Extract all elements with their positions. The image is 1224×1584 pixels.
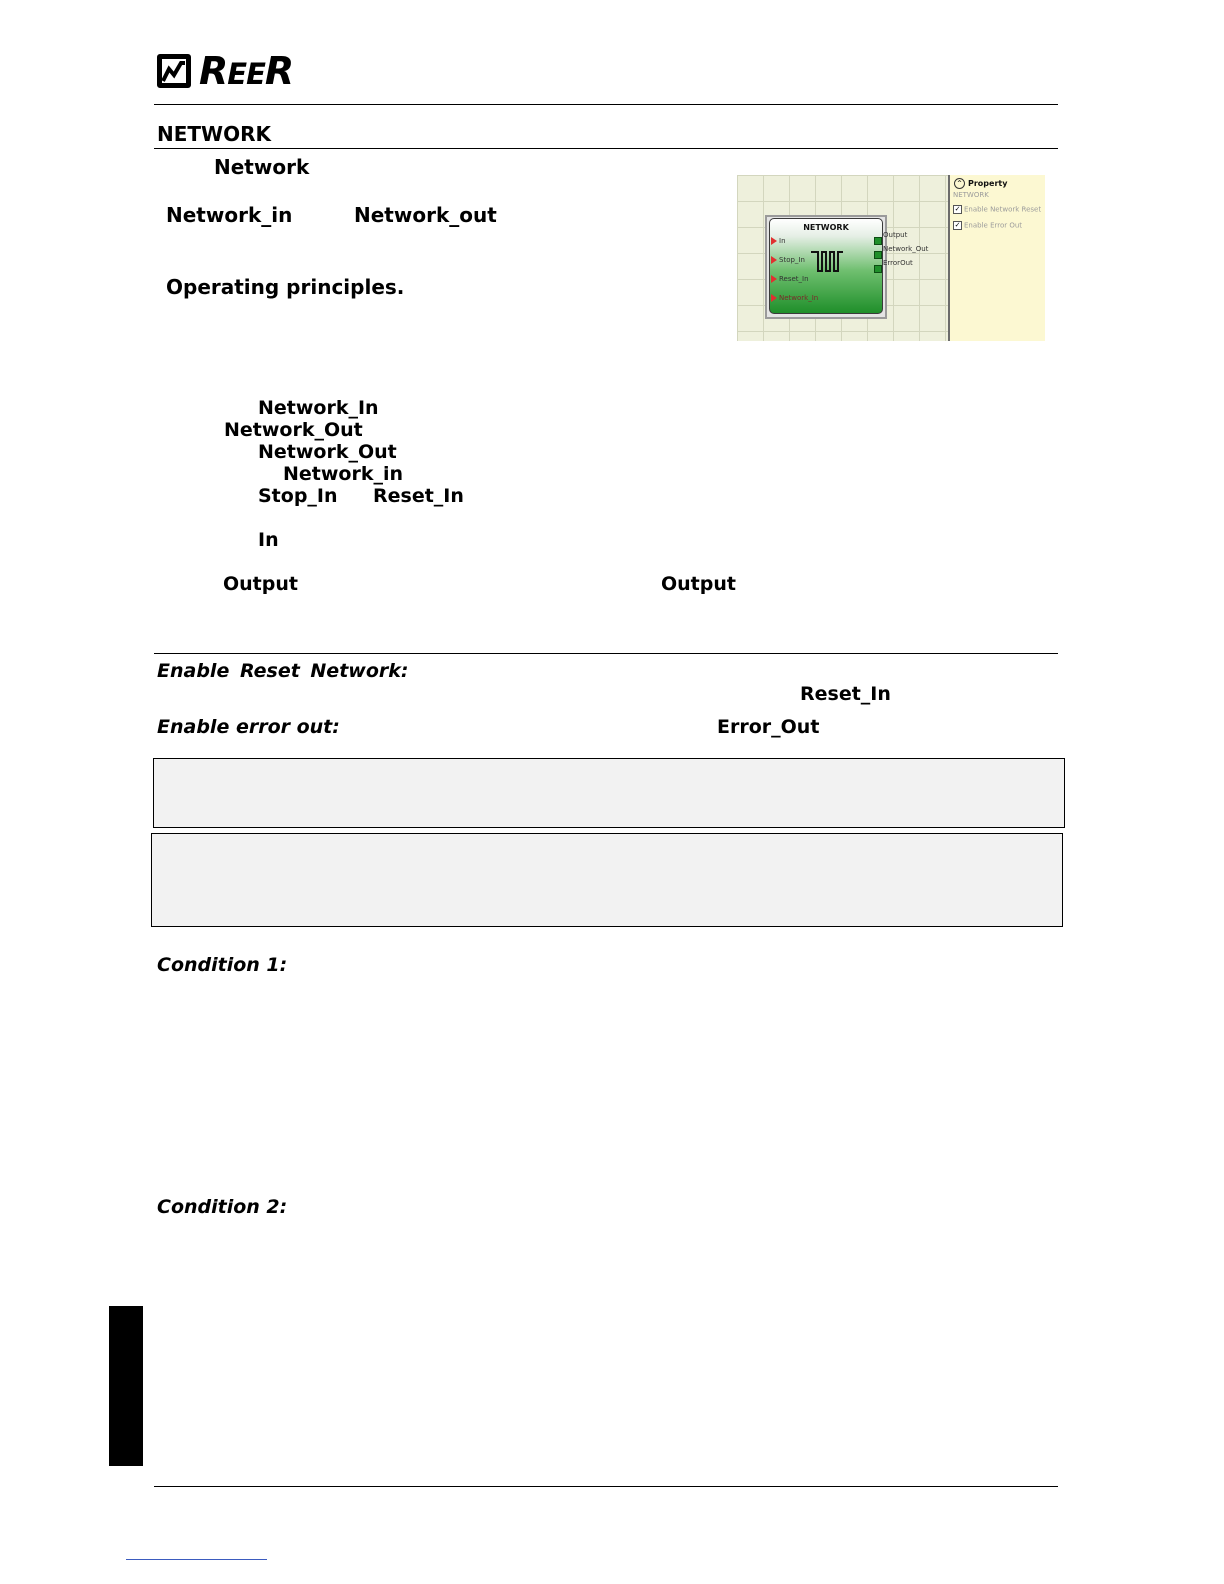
condition-1-heading: Condition 1: xyxy=(157,954,288,976)
header-rule xyxy=(154,104,1058,105)
term-output: Output xyxy=(223,573,298,595)
property-item-label: Enable Error Out xyxy=(964,221,1023,230)
output-pin-label: ErrorOut xyxy=(883,259,913,267)
output-pin-square-icon xyxy=(874,251,882,259)
network-out-term: Network_out xyxy=(354,203,497,227)
input-pin-arrow-icon xyxy=(771,294,777,302)
operating-principles-heading: Operating principles. xyxy=(166,275,405,299)
param-enable-error-out: Enable error out: xyxy=(157,716,340,738)
input-pin-label: Reset_In xyxy=(779,275,809,283)
property-item-enable-error-out[interactable] xyxy=(953,221,1022,230)
input-pin-arrow-icon xyxy=(771,275,777,283)
input-pin-label: Network_In xyxy=(779,294,819,302)
condition-2-heading: Condition 2: xyxy=(157,1196,288,1218)
property-subtitle: NETWORK xyxy=(953,191,989,199)
output-pin-square-icon xyxy=(874,237,882,245)
term-network-in: Network_In xyxy=(258,397,379,419)
section-title: NETWORK xyxy=(157,122,272,146)
property-item-enable-network-reset[interactable] xyxy=(953,205,1041,214)
parameters-rule xyxy=(154,653,1058,654)
output-pin-square-icon xyxy=(874,265,882,273)
block-title: NETWORK xyxy=(803,223,849,232)
input-pin-arrow-icon xyxy=(771,256,777,264)
param-enable-reset-network: Enable Reset Network: xyxy=(157,660,409,682)
term-network-in: Network_in xyxy=(283,463,404,485)
pulse-wave-icon xyxy=(810,249,844,273)
note-box xyxy=(151,833,1063,927)
term-network-out: Network_Out xyxy=(258,441,397,463)
term-stop-in: Stop_In xyxy=(258,485,338,507)
checkbox-checked-icon[interactable]: ✓ xyxy=(954,221,961,229)
output-pin-label: Output xyxy=(883,231,908,239)
reer-logo xyxy=(157,49,297,93)
section-rule xyxy=(154,148,1058,149)
term-in: In xyxy=(258,529,279,551)
input-pin-label: In xyxy=(779,237,786,245)
network-in-term: Network_in xyxy=(166,203,293,227)
network-term: Network xyxy=(214,155,310,179)
term-output: Output xyxy=(661,573,736,595)
term-network-out: Network_Out xyxy=(224,419,363,441)
input-pin-arrow-icon xyxy=(771,237,777,245)
output-pin-label: Network_Out xyxy=(883,245,929,253)
property-panel-title xyxy=(954,178,1007,189)
side-thumb-tab xyxy=(109,1306,143,1466)
reer-logo-mark-icon xyxy=(157,54,191,88)
footer-link-underline[interactable] xyxy=(126,1559,267,1560)
term-reset-in: Reset_In xyxy=(373,485,464,507)
footer-rule xyxy=(154,1486,1058,1487)
property-panel xyxy=(948,175,1045,341)
term-error-out: Error_Out xyxy=(717,716,820,738)
checkbox-checked-icon[interactable]: ✓ xyxy=(954,205,961,213)
term-reset-in: Reset_In xyxy=(800,683,891,705)
input-pin-label: Stop_In xyxy=(779,256,805,264)
logo-text: REER xyxy=(199,49,294,93)
property-item-label: Enable Network Reset xyxy=(964,205,1042,214)
note-box xyxy=(153,758,1065,828)
network-block-screenshot xyxy=(737,175,1045,341)
property-title-text: Property xyxy=(968,179,1008,188)
collapse-chevron-icon[interactable]: ^ xyxy=(954,178,965,189)
